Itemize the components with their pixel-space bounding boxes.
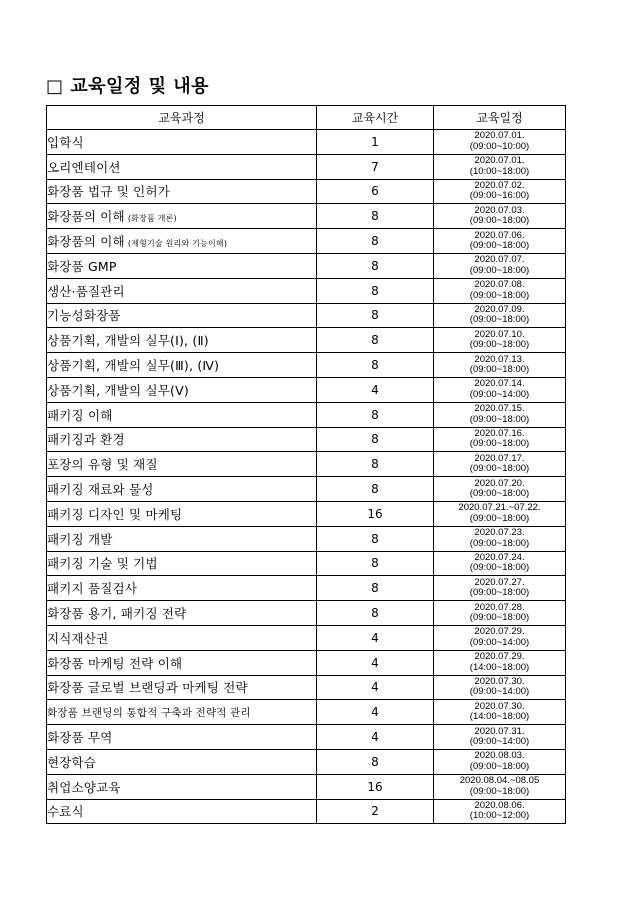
table-row (47, 179, 566, 204)
course-cell (47, 526, 317, 551)
hours-cell: 6 (317, 179, 434, 204)
schedule-cell (434, 179, 566, 204)
course-cell (47, 799, 317, 824)
table-row (47, 576, 566, 601)
schedule-body (47, 130, 566, 824)
table-row (47, 551, 566, 576)
schedule-time: (09:00~18:00) (469, 612, 530, 624)
hours-cell: 8 (317, 303, 434, 328)
schedule-cell (434, 229, 566, 254)
course-cell (47, 278, 317, 303)
course-cell (47, 253, 317, 278)
schedule-date: 2020.07.07. (474, 254, 525, 266)
course-cell (47, 402, 317, 427)
schedule-cell (434, 725, 566, 750)
hours-cell: 8 (317, 576, 434, 601)
schedule-cell (434, 427, 566, 452)
course-name: 입학식 (47, 134, 84, 150)
table-row (47, 452, 566, 477)
hours-cell: 4 (317, 625, 434, 650)
schedule-date: 2020.07.24. (474, 551, 525, 563)
table-row (47, 229, 566, 254)
table-row (47, 377, 566, 402)
course-name: 화장품의 이해 (47, 209, 125, 225)
hours-cell: 8 (317, 353, 434, 378)
schedule-time: (09:00~14:00) (469, 636, 530, 648)
table-row (47, 253, 566, 278)
hours-cell: 4 (317, 700, 434, 725)
schedule-time: (10:00~12:00) (469, 810, 530, 822)
course-cell (47, 427, 317, 452)
course-cell (47, 353, 317, 378)
table-row (47, 501, 566, 526)
course-cell (47, 179, 317, 204)
table-row (47, 799, 566, 824)
course-cell (47, 700, 317, 725)
course-cell (47, 130, 317, 155)
schedule-time: (09:00~18:00) (469, 215, 530, 227)
hours-cell: 8 (317, 204, 434, 229)
hours-cell: 8 (317, 477, 434, 502)
schedule-date: 2020.07.23. (474, 527, 525, 539)
schedule-date: 2020.07.06. (474, 229, 525, 241)
schedule-time: (14:00~18:00) (469, 661, 530, 673)
table-row (47, 328, 566, 353)
table-row (47, 725, 566, 750)
hours-cell: 7 (317, 154, 434, 179)
schedule-time: (09:00~10:00) (469, 140, 530, 152)
course-name: 지식재산권 (47, 630, 109, 646)
schedule-date: 2020.07.10. (474, 328, 525, 340)
course-name: 패키징 디자인 및 마케팅 (47, 506, 183, 522)
schedule-time: (09:00~18:00) (469, 537, 530, 549)
course-name: 취업소양교육 (47, 779, 121, 795)
course-cell (47, 303, 317, 328)
hours-cell: 16 (317, 774, 434, 799)
course-name: 패키지 품질검사 (47, 581, 138, 597)
course-name: 화장품 글로벌 브랜딩과 마케팅 전략 (47, 680, 248, 696)
course-note: (제형기술 원리와 기능이해) (127, 239, 228, 249)
table-row (47, 204, 566, 229)
header-hours: 교육시간 (317, 106, 434, 130)
schedule-date: 2020.07.30. (474, 700, 525, 712)
schedule-cell (434, 253, 566, 278)
hours-cell: 4 (317, 725, 434, 750)
schedule-cell (434, 328, 566, 353)
course-cell (47, 551, 317, 576)
table-row (47, 650, 566, 675)
schedule-date: 2020.08.03. (474, 750, 525, 762)
hours-cell: 8 (317, 526, 434, 551)
table-row (47, 427, 566, 452)
course-cell (47, 601, 317, 626)
course-name: 패키징 재료와 물성 (47, 482, 154, 498)
schedule-table (46, 105, 566, 824)
schedule-cell (434, 377, 566, 402)
course-cell (47, 377, 317, 402)
course-name: 패키징 이해 (47, 407, 113, 423)
hours-cell: 4 (317, 650, 434, 675)
schedule-cell (434, 625, 566, 650)
schedule-time: (09:00~18:00) (469, 314, 530, 326)
hours-cell: 8 (317, 278, 434, 303)
schedule-time: (09:00~14:00) (469, 388, 530, 400)
schedule-date: 2020.07.28. (474, 601, 525, 613)
hours-cell: 4 (317, 377, 434, 402)
course-name: 포장의 유형 및 재질 (47, 457, 158, 473)
schedule-cell (434, 576, 566, 601)
schedule-date: 2020.07.01. (474, 155, 525, 167)
schedule-cell (434, 278, 566, 303)
schedule-cell (434, 501, 566, 526)
schedule-cell (434, 700, 566, 725)
table-row (47, 477, 566, 502)
schedule-time: (09:00~18:00) (469, 488, 530, 500)
hours-cell: 8 (317, 253, 434, 278)
course-cell (47, 229, 317, 254)
schedule-time: (09:00~18:00) (469, 463, 530, 475)
schedule-cell (434, 650, 566, 675)
hours-cell: 8 (317, 749, 434, 774)
schedule-time: (09:00~18:00) (469, 289, 530, 301)
schedule-date: 2020.07.29. (474, 651, 525, 663)
schedule-date: 2020.07.17. (474, 452, 525, 464)
course-name: 패키징과 환경 (47, 432, 125, 448)
course-cell (47, 675, 317, 700)
schedule-date: 2020.07.30. (474, 675, 525, 687)
schedule-cell (434, 799, 566, 824)
hours-cell: 4 (317, 675, 434, 700)
course-cell (47, 576, 317, 601)
schedule-time: (09:00~18:00) (469, 413, 530, 425)
table-row (47, 526, 566, 551)
schedule-cell (434, 477, 566, 502)
schedule-cell (434, 601, 566, 626)
table-row (47, 130, 566, 155)
course-name: 상품기획, 개발의 실무(Ⅰ), (Ⅱ) (47, 333, 209, 349)
course-name: 오리엔테이션 (47, 159, 121, 175)
schedule-cell (434, 204, 566, 229)
course-name: 생산·품질관리 (47, 283, 125, 299)
schedule-date: 2020.07.08. (474, 279, 525, 291)
schedule-time: (09:00~18:00) (469, 587, 530, 599)
schedule-time: (09:00~14:00) (469, 686, 530, 698)
course-name: 상품기획, 개발의 실무(Ⅴ) (47, 382, 189, 398)
hours-cell: 1 (317, 130, 434, 155)
table-row (47, 353, 566, 378)
table-row (47, 675, 566, 700)
schedule-date: 2020.07.14. (474, 378, 525, 390)
schedule-date: 2020.08.04.~08.05 (459, 775, 540, 787)
schedule-date: 2020.07.21.~07.22. (458, 502, 541, 514)
table-row (47, 303, 566, 328)
schedule-date: 2020.07.13. (474, 353, 525, 365)
schedule-cell (434, 526, 566, 551)
schedule-cell (434, 551, 566, 576)
course-cell (47, 625, 317, 650)
schedule-time: (09:00~18:00) (469, 785, 530, 797)
schedule-cell (434, 353, 566, 378)
schedule-date: 2020.07.20. (474, 477, 525, 489)
schedule-cell (434, 402, 566, 427)
course-name: 수료식 (47, 804, 84, 820)
schedule-time: (09:00~18:00) (469, 264, 530, 276)
schedule-cell (434, 774, 566, 799)
schedule-date: 2020.07.31. (474, 725, 525, 737)
schedule-time: (10:00~18:00) (469, 165, 530, 177)
course-cell (47, 328, 317, 353)
schedule-time: (09:00~14:00) (469, 736, 530, 748)
page-heading: □ 교육일정 및 내용 (46, 76, 210, 97)
schedule-date: 2020.08.06. (474, 799, 525, 811)
schedule-cell (434, 749, 566, 774)
course-cell (47, 204, 317, 229)
course-cell (47, 154, 317, 179)
table-row (47, 625, 566, 650)
schedule-date: 2020.07.09. (474, 303, 525, 315)
hours-cell: 8 (317, 229, 434, 254)
schedule-cell (434, 675, 566, 700)
table-row (47, 154, 566, 179)
schedule-date: 2020.07.01. (474, 130, 525, 142)
hours-cell: 16 (317, 501, 434, 526)
schedule-time: (09:00~18:00) (469, 339, 530, 351)
course-name: 화장품 브랜딩의 통합적 구축과 전략적 관리 (47, 706, 251, 719)
hours-cell: 8 (317, 601, 434, 626)
hours-cell: 8 (317, 328, 434, 353)
course-name: 화장품 용기, 패키징 전략 (47, 606, 187, 622)
schedule-date: 2020.07.02. (474, 179, 525, 191)
schedule-date: 2020.07.15. (474, 403, 525, 415)
hours-cell: 8 (317, 402, 434, 427)
course-cell (47, 650, 317, 675)
schedule-time: (09:00~18:00) (469, 512, 530, 524)
schedule-time: (09:00~18:00) (469, 364, 530, 376)
schedule-date: 2020.07.27. (474, 576, 525, 588)
table-row (47, 700, 566, 725)
course-name: 패키징 기술 및 기법 (47, 556, 158, 572)
course-name: 화장품 GMP (47, 258, 117, 274)
schedule-time: (09:00~18:00) (469, 760, 530, 772)
hours-cell: 8 (317, 551, 434, 576)
course-name: 화장품 무역 (47, 730, 113, 746)
schedule-cell (434, 452, 566, 477)
table-row (47, 749, 566, 774)
course-name: 현장학습 (47, 754, 97, 770)
course-cell (47, 725, 317, 750)
course-name: 패키징 개발 (47, 531, 113, 547)
course-cell (47, 774, 317, 799)
course-name: 화장품 법규 및 인허가 (47, 184, 170, 200)
course-cell (47, 501, 317, 526)
table-header-row (47, 106, 566, 130)
table-row (47, 601, 566, 626)
course-cell (47, 477, 317, 502)
schedule-cell (434, 154, 566, 179)
course-name: 상품기획, 개발의 실무(Ⅲ), (Ⅳ) (47, 358, 220, 374)
schedule-date: 2020.07.16. (474, 427, 525, 439)
table-row (47, 774, 566, 799)
table-row (47, 402, 566, 427)
schedule-cell (434, 303, 566, 328)
schedule-cell (434, 130, 566, 155)
course-cell (47, 452, 317, 477)
schedule-date: 2020.07.03. (474, 204, 525, 216)
course-name: 기능성화장품 (47, 308, 121, 324)
course-name: 화장품 마케팅 전략 이해 (47, 655, 183, 671)
schedule-time: (09:00~18:00) (469, 562, 530, 574)
course-note: (화장품 개론) (127, 214, 177, 224)
course-cell (47, 749, 317, 774)
schedule-time: (09:00~18:00) (469, 240, 530, 252)
course-name: 화장품의 이해 (47, 234, 125, 250)
schedule-time: (14:00~18:00) (469, 711, 530, 723)
header-course: 교육과정 (47, 106, 317, 130)
hours-cell: 8 (317, 427, 434, 452)
header-schedule: 교육일정 (434, 106, 566, 130)
schedule-time: (09:00~18:00) (469, 438, 530, 450)
schedule-date: 2020.07.29. (474, 626, 525, 638)
schedule-time: (09:00~16:00) (469, 190, 530, 202)
hours-cell: 2 (317, 799, 434, 824)
table-row (47, 278, 566, 303)
hours-cell: 8 (317, 452, 434, 477)
